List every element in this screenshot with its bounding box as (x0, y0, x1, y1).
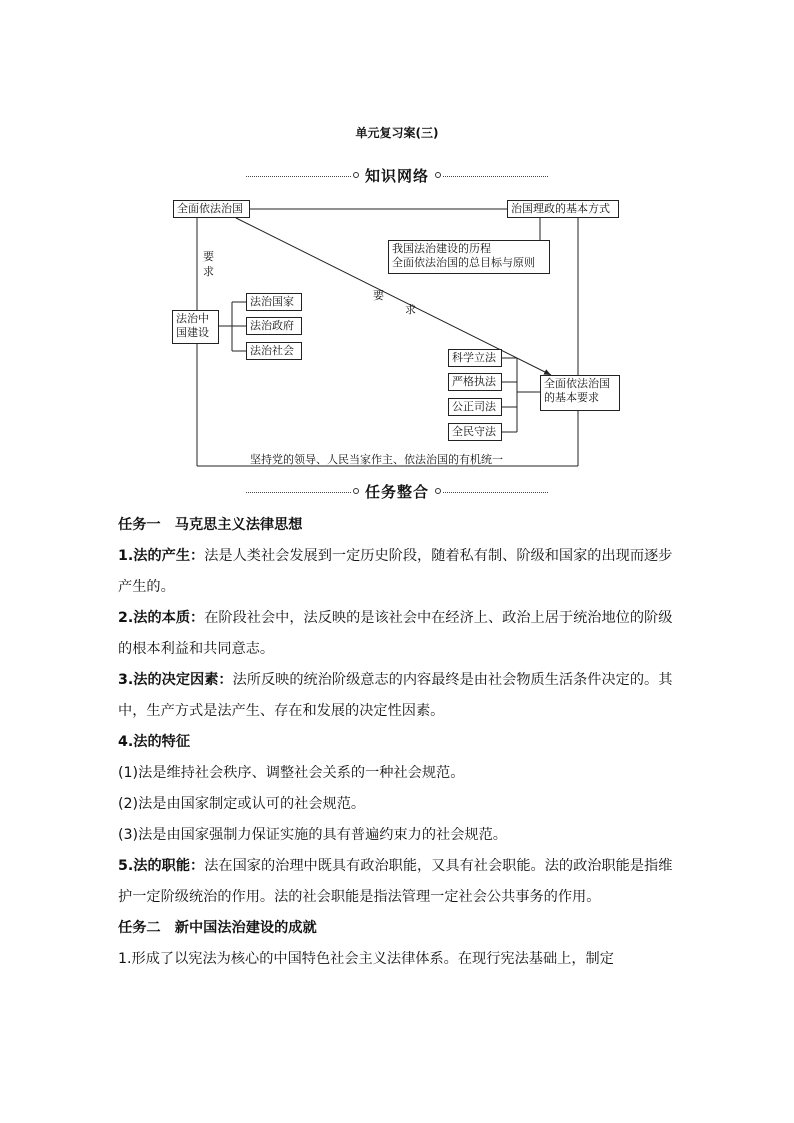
box-rule-of-law-state: 法治国家 (246, 293, 302, 311)
label-determinant: 3.法的决定因素： (118, 672, 233, 688)
box-history-goals (388, 240, 550, 274)
page-title: 单元复习案(三) (355, 126, 439, 140)
box-comprehensive-rule-of-law: 全面依法治国 (173, 200, 250, 218)
box-fair-justice: 公正司法 (448, 398, 502, 416)
box-universal-compliance: 全民守法 (448, 423, 502, 441)
section-title-tasks: 任务整合 (364, 483, 429, 501)
box-rule-of-law-society: 法治社会 (246, 342, 302, 360)
paragraph-achievement-1: 1.形成了以宪法为核心的中国特色社会主义法律体系。在现行宪法基础上，制定 (118, 951, 614, 967)
box-basic-requirements (540, 375, 620, 411)
paragraph-essence (118, 603, 678, 665)
label-functions: 5.法的职能： (118, 858, 205, 874)
section-title-network: 知识网络 (364, 167, 429, 185)
text-origin: 法是人类社会发展到一定历史阶段，随着私有制、阶级和国家的出现而逐步产生的。 (118, 548, 673, 595)
task2-heading: 任务二 新中国法治建设的成就 (118, 920, 317, 936)
label-organic-unity: 坚持党的领导、人民当家作主、依法治国的有机统一 (250, 453, 503, 466)
label-characteristics: 4.法的特征 (118, 734, 191, 750)
box-strict-enforcement: 严格执法 (448, 373, 502, 391)
label-origin: 1.法的产生： (118, 548, 205, 564)
characteristic-2: (2)法是由国家制定或认可的社会规范。 (118, 796, 366, 812)
paragraph-functions (118, 851, 678, 913)
box-china-line1: 法治中 (176, 312, 209, 325)
section-header-tasks (246, 482, 548, 502)
task1-heading: 任务一 马克思主义法律思想 (118, 517, 303, 533)
box-basic-line2: 的基本要求 (544, 391, 599, 404)
box-scientific-legislation: 科学立法 (448, 349, 502, 367)
label-essence: 2.法的本质： (118, 610, 205, 626)
label-requirement-diagonal-1: 要 (373, 289, 384, 302)
box-basic-line1: 全面依法治国 (544, 377, 610, 390)
paragraph-origin (118, 541, 678, 603)
characteristic-3: (3)法是由国家强制力保证实施的具有普遍约束力的社会规范。 (118, 827, 507, 843)
box-china-rule-construction (172, 310, 219, 344)
label-requirement-diagonal-2: 求 (405, 303, 416, 316)
text-essence: 在阶段社会中，法反映的是该社会中在经济上、政治上居于统治地位的阶级的根本利益和共同意志。 (118, 610, 673, 657)
box-china-line2: 国建设 (176, 326, 209, 339)
box-history-line2: 全面依法治国的总目标与原则 (392, 256, 535, 269)
text-determinant: 法所反映的统治阶级意志的内容最终是由社会物质生活条件决定的。其中，生产方式是法产生、存在和发展的决定性因素。 (118, 672, 673, 719)
text-functions: 法在国家的治理中既具有政治职能，又具有社会职能。法的政治职能是指维护一定阶级统治的作用。法的社会职能是指法管理一定社会公共事务的作用。 (118, 858, 673, 905)
box-governance-method: 治国理政的基本方式 (507, 200, 619, 218)
label-requirement-vertical: 要求 (203, 250, 214, 278)
box-history-line1: 我国法治建设的历程 (392, 242, 491, 255)
paragraph-determinant (118, 665, 678, 727)
box-rule-of-law-government: 法治政府 (246, 317, 302, 335)
body-text (118, 510, 678, 975)
characteristic-1: (1)法是维持社会秩序、调整社会关系的一种社会规范。 (118, 765, 465, 781)
